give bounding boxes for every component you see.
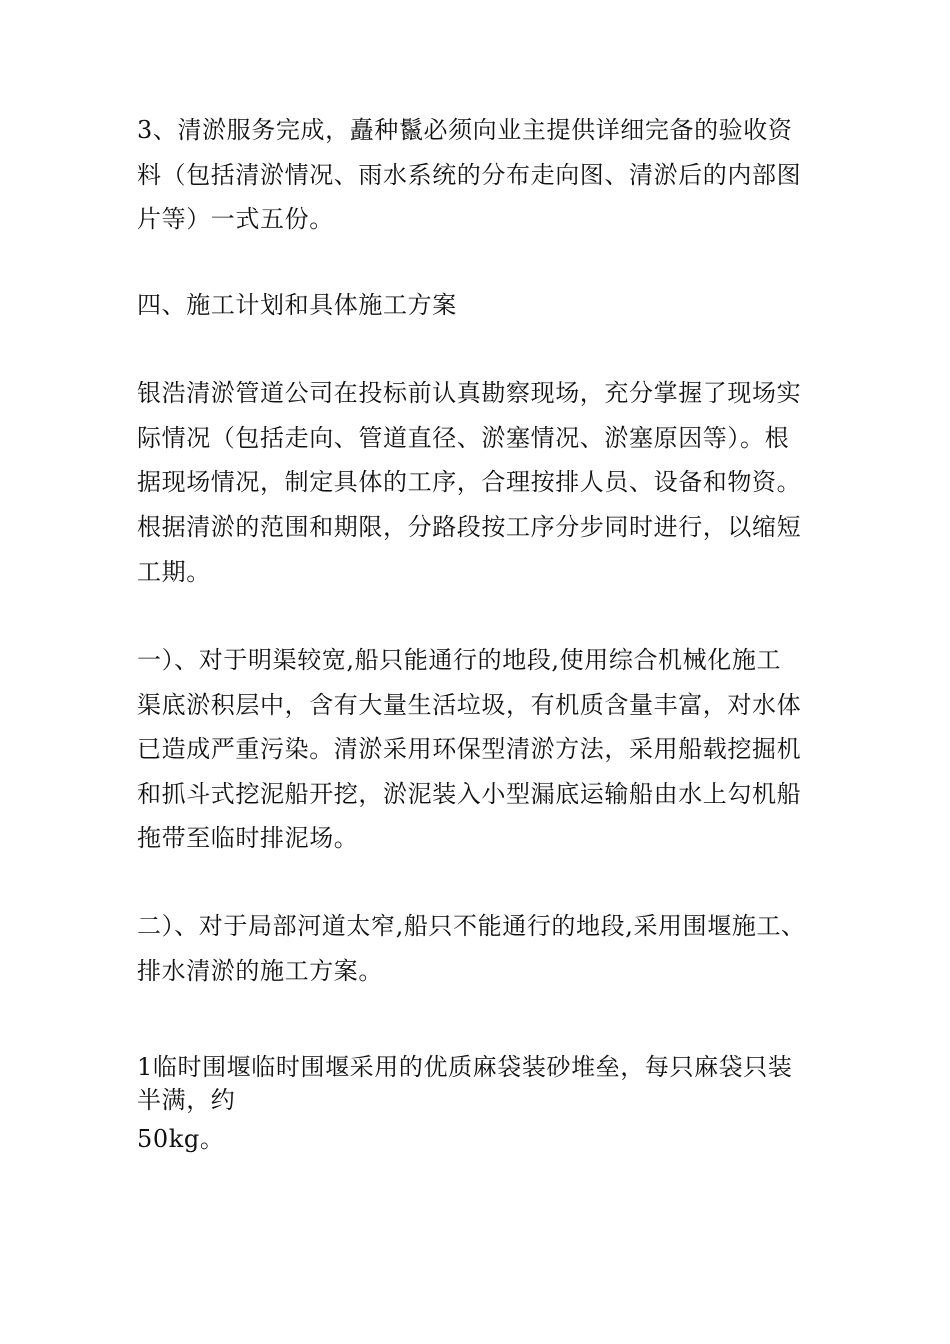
paragraph-cofferdam-line-1: 1临时围堰临时围堰采用的优质麻袋装砂堆垒，每只麻袋只装	[137, 1053, 793, 1081]
paragraph-survey-line-4: 根据清淤的范围和期限，分路段按工序分步同时进行，以缩短	[137, 513, 802, 541]
paragraph-wide-channel-line-5: 拖带至临时排泥场。	[137, 824, 359, 852]
paragraph-survey-line-5: 工期。	[137, 558, 211, 586]
paragraph-acceptance-line-3: 片等）一式五份。	[137, 205, 334, 233]
paragraph-cofferdam-line-2: 半满，约	[137, 1086, 236, 1114]
paragraph-acceptance-line-1: 3、清淤服务完成，矗种鬣必须向业主提供详细完备的验收资	[137, 116, 793, 144]
paragraph-cofferdam-line-3: 50kg。	[137, 1125, 225, 1153]
paragraph-survey-line-2: 际情况（包括走向、管道直径、淤塞情况、淤塞原因等）。根	[137, 424, 790, 452]
paragraph-wide-channel-line-1: 一）、对于明渠较宽,船只能通行的地段,使用综合机械化施工	[137, 646, 782, 674]
paragraph-narrow-channel-line-2: 排水清淤的施工方案。	[137, 957, 383, 985]
paragraph-survey-line-3: 据现场情况，制定具体的工序，合理按排人员、设备和物资。	[137, 468, 802, 496]
paragraph-wide-channel-line-4: 和抓斗式挖泥船开挖，淤泥装入小型漏底运输船由水上勾机船	[137, 780, 802, 808]
section-four-heading: 四、施工计划和具体施工方案	[137, 291, 457, 319]
paragraph-acceptance-line-2: 料（包括清淤情况、雨水系统的分布走向图、清淤后的内部图	[137, 161, 802, 189]
paragraph-survey-line-1: 银浩清淤管道公司在投标前认真勘察现场，充分掌握了现场实	[137, 379, 802, 407]
paragraph-wide-channel-line-2: 渠底淤积层中，含有大量生活垃圾，有机质含量丰富，对水体	[137, 691, 802, 719]
paragraph-wide-channel-line-3: 已造成严重污染。清淤采用环保型清淤方法，采用船载挖掘机	[137, 735, 802, 763]
paragraph-narrow-channel-line-1: 二）、对于局部河道太窄,船只不能通行的地段,采用围堰施工、	[137, 912, 806, 940]
